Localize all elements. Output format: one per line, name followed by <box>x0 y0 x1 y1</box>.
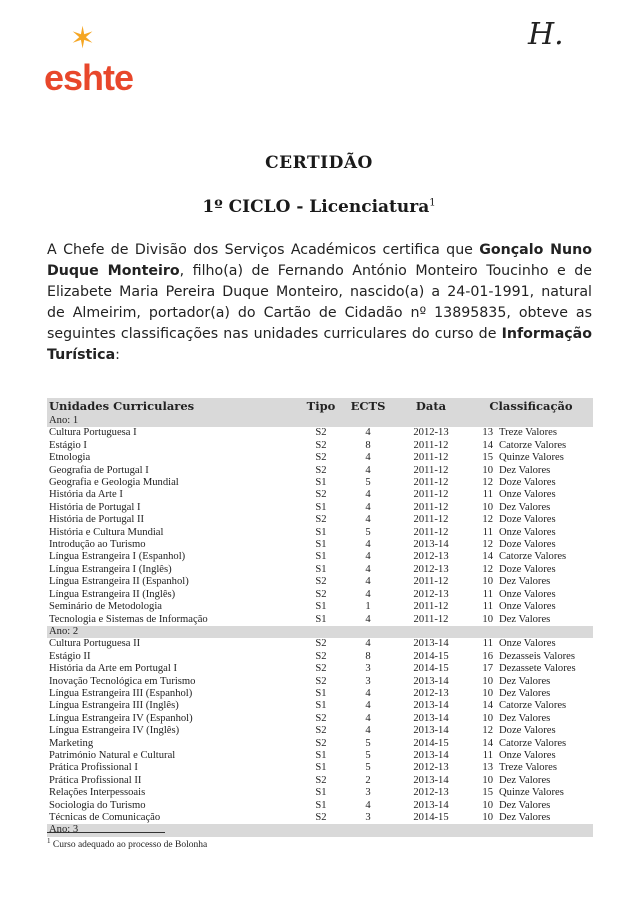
cell-grade-text: Onze Valores <box>499 601 556 613</box>
cell-tipo: S1 <box>315 563 327 575</box>
cell-tipo: S2 <box>315 588 327 600</box>
cell-ects: 2 <box>365 774 371 786</box>
cell-grade-number: 13 <box>482 427 493 439</box>
table-row <box>47 502 593 514</box>
table-row <box>47 489 593 501</box>
cell-data: 2013-14 <box>413 725 449 737</box>
cell-grade-text: Doze Valores <box>499 514 556 526</box>
cell-uc: Geografia e Geologia Mundial <box>49 477 179 489</box>
cell-ects: 8 <box>365 650 371 662</box>
cell-grade-number: 10 <box>482 687 493 699</box>
cell-grade-text: Catorze Valores <box>499 439 567 451</box>
cell-ects: 5 <box>365 526 371 538</box>
cell-grade-text: Doze Valores <box>499 563 556 575</box>
course-name: Informação Turística <box>47 326 592 363</box>
cell-grade-text: Treze Valores <box>499 427 557 439</box>
cell-grade-number: 10 <box>482 576 493 588</box>
cell-tipo: S2 <box>315 427 327 439</box>
table-row <box>47 787 593 799</box>
cell-ects: 4 <box>365 687 371 699</box>
cell-tipo: S2 <box>315 638 327 650</box>
cell-tipo: S1 <box>315 799 327 811</box>
grades-table <box>47 398 593 837</box>
cell-grade-number: 13 <box>482 762 493 774</box>
cell-grade-number: 14 <box>482 737 493 749</box>
cell-uc: Património Natural e Cultural <box>49 749 176 761</box>
header-data: Data <box>393 398 469 415</box>
table-row <box>47 688 593 700</box>
cell-ects: 8 <box>365 439 371 451</box>
cell-data: 2014-15 <box>413 737 449 749</box>
table-row <box>47 800 593 812</box>
table-row <box>47 700 593 712</box>
table-row <box>47 738 593 750</box>
cell-uc: Tecnologia e Sistemas de Informação <box>49 613 208 625</box>
cell-data: 2011-12 <box>413 613 449 625</box>
cell-ects: 3 <box>365 812 371 823</box>
cell-data: 2011-12 <box>413 601 449 613</box>
cell-grade-number: 12 <box>482 725 493 737</box>
table-row <box>47 638 593 650</box>
cell-grade-text: Onze Valores <box>499 526 556 538</box>
cell-ects: 4 <box>365 427 371 439</box>
cell-data: 2012-13 <box>413 762 449 774</box>
cell-grade-number: 15 <box>482 787 493 799</box>
cell-data: 2013-14 <box>413 638 449 650</box>
grades-body <box>47 415 593 837</box>
cell-uc: Prática Profissional I <box>49 762 138 774</box>
year-label: Ano: 3 <box>47 824 593 836</box>
table-row <box>47 762 593 774</box>
cell-uc: Prática Profissional II <box>49 774 142 786</box>
eshte-logo <box>42 21 152 104</box>
year-row <box>47 824 593 836</box>
cell-grade-number: 12 <box>482 514 493 526</box>
cell-data: 2014-15 <box>413 812 449 823</box>
cell-tipo: S1 <box>315 762 327 774</box>
cell-uc: História da Arte em Portugal I <box>49 663 177 675</box>
cell-grade-number: 11 <box>482 601 493 613</box>
cell-ects: 3 <box>365 675 371 687</box>
cell-data: 2013-14 <box>413 799 449 811</box>
table-row <box>47 452 593 464</box>
table-row <box>47 601 593 613</box>
intro-part-2: , filho(a) de Fernando António Monteiro Toucinho e de Elizabete Maria Pereira Duque Monteiro, nascido(a) a 24-01-1991, natural de Almeirim, portador(a) do Cartão de Cidadão nº 13895835, obteve as seguintes classificações nas unidades curriculares do curso de <box>47 263 592 342</box>
cell-data: 2012-13 <box>413 551 449 563</box>
cell-grade-text: Dez Valores <box>499 812 551 823</box>
cell-data: 2013-14 <box>413 774 449 786</box>
cell-grade-number: 10 <box>482 799 493 811</box>
cell-data: 2014-15 <box>413 650 449 662</box>
cell-data: 2011-12 <box>413 576 449 588</box>
cell-ects: 4 <box>365 539 371 551</box>
cell-data: 2012-13 <box>413 563 449 575</box>
cell-grade-number: 10 <box>482 675 493 687</box>
cell-grade-number: 14 <box>482 700 493 712</box>
year-row <box>47 626 593 638</box>
cell-ects: 4 <box>365 588 371 600</box>
cell-uc: Língua Estrangeira III (Inglês) <box>49 700 179 712</box>
cell-data: 2014-15 <box>413 663 449 675</box>
cell-tipo: S2 <box>315 737 327 749</box>
cell-uc: Inovação Tecnológica em Turismo <box>49 675 196 687</box>
cell-grade-text: Dez Valores <box>499 687 551 699</box>
cell-tipo: S1 <box>315 687 327 699</box>
cell-data: 2011-12 <box>413 439 449 451</box>
intro-part-3: : <box>115 347 120 363</box>
cell-grade-text: Treze Valores <box>499 762 557 774</box>
cell-grade-number: 16 <box>482 650 493 662</box>
cell-grade-text: Catorze Valores <box>499 551 567 563</box>
cell-grade-text: Quinze Valores <box>499 452 564 464</box>
cell-data: 2011-12 <box>413 477 449 489</box>
cell-uc: Língua Estrangeira II (Inglês) <box>49 588 176 600</box>
table-row <box>47 514 593 526</box>
cell-ects: 5 <box>365 737 371 749</box>
cell-data: 2011-12 <box>413 489 449 501</box>
cell-ects: 4 <box>365 725 371 737</box>
footnote-divider <box>47 832 165 833</box>
cell-grade-text: Dez Valores <box>499 464 551 476</box>
cell-ects: 4 <box>365 638 371 650</box>
cell-tipo: S2 <box>315 439 327 451</box>
cell-grade-text: Dez Valores <box>499 501 551 513</box>
cell-ects: 5 <box>365 749 371 761</box>
table-row <box>47 651 593 663</box>
cell-uc: História e Cultura Mundial <box>49 526 164 538</box>
cell-grade-text: Doze Valores <box>499 477 556 489</box>
cell-uc: Língua Estrangeira IV (Inglês) <box>49 725 180 737</box>
cell-tipo: S1 <box>315 700 327 712</box>
cell-ects: 3 <box>365 787 371 799</box>
cell-tipo: S1 <box>315 601 327 613</box>
cell-uc: Cultura Portuguesa I <box>49 427 137 439</box>
table-row <box>47 576 593 588</box>
year-label: Ano: 1 <box>47 415 593 427</box>
cell-grade-text: Doze Valores <box>499 539 556 551</box>
cell-grade-text: Dez Valores <box>499 712 551 724</box>
cell-grade-number: 14 <box>482 439 493 451</box>
cell-tipo: S2 <box>315 576 327 588</box>
cell-tipo: S1 <box>315 477 327 489</box>
cell-grade-number: 10 <box>482 613 493 625</box>
cell-grade-number: 12 <box>482 539 493 551</box>
table-row <box>47 676 593 688</box>
header-ects: ECTS <box>343 398 393 415</box>
cell-tipo: S2 <box>315 650 327 662</box>
cell-uc: Língua Estrangeira II (Espanhol) <box>49 576 189 588</box>
cell-tipo: S1 <box>315 749 327 761</box>
footnote <box>47 837 207 850</box>
table-header-row <box>47 398 593 415</box>
cell-grade-number: 12 <box>482 563 493 575</box>
document-subtitle <box>0 197 638 217</box>
cell-uc: Técnicas de Comunicação <box>49 812 161 823</box>
cell-tipo: S2 <box>315 663 327 675</box>
cell-grade-number: 10 <box>482 812 493 823</box>
handwritten-initials: H. <box>528 17 564 52</box>
cell-ects: 1 <box>365 601 371 613</box>
cell-ects: 3 <box>365 663 371 675</box>
cell-grade-text: Dez Valores <box>499 799 551 811</box>
cell-data: 2013-14 <box>413 700 449 712</box>
cell-uc: História da Arte I <box>49 489 123 501</box>
cell-data: 2011-12 <box>413 464 449 476</box>
intro-part-1: A Chefe de Divisão dos Serviços Académicos certifica que <box>47 242 480 258</box>
cell-grade-text: Dezassete Valores <box>499 663 576 675</box>
table-row <box>47 589 593 601</box>
cell-uc: Estágio I <box>49 439 87 451</box>
header-uc: Unidades Curriculares <box>47 398 299 415</box>
cell-grade-text: Dezasseis Valores <box>499 650 575 662</box>
header-classificacao: Classificação <box>469 398 593 415</box>
cell-data: 2012-13 <box>413 588 449 600</box>
header-tipo: Tipo <box>299 398 343 415</box>
cell-data: 2011-12 <box>413 501 449 513</box>
table-row <box>47 564 593 576</box>
table-row <box>47 427 593 439</box>
cell-uc: Língua Estrangeira III (Espanhol) <box>49 687 193 699</box>
cell-grade-text: Onze Valores <box>499 588 556 600</box>
cell-tipo: S2 <box>315 675 327 687</box>
cell-grade-text: Doze Valores <box>499 725 556 737</box>
table-row <box>47 440 593 452</box>
cell-uc: Estágio II <box>49 650 91 662</box>
cell-uc: Relações Interpessoais <box>49 787 146 799</box>
table-row <box>47 614 593 626</box>
cell-tipo: S2 <box>315 489 327 501</box>
cell-data: 2011-12 <box>413 452 449 464</box>
cell-tipo: S2 <box>315 712 327 724</box>
cell-uc: Seminário de Metodologia <box>49 601 162 613</box>
table-row <box>47 551 593 563</box>
cell-tipo: S1 <box>315 501 327 513</box>
cell-ects: 4 <box>365 501 371 513</box>
cell-grade-number: 10 <box>482 712 493 724</box>
cell-ects: 4 <box>365 551 371 563</box>
cell-grade-text: Quinze Valores <box>499 787 564 799</box>
cell-uc: Etnologia <box>49 452 91 464</box>
certification-paragraph <box>47 240 592 366</box>
cell-tipo: S2 <box>315 514 327 526</box>
cell-uc: Língua Estrangeira I (Espanhol) <box>49 551 186 563</box>
cell-tipo: S1 <box>315 526 327 538</box>
cell-tipo: S1 <box>315 787 327 799</box>
cell-uc: Língua Estrangeira I (Inglês) <box>49 563 172 575</box>
cell-ects: 4 <box>365 489 371 501</box>
table-row <box>47 477 593 489</box>
cell-ects: 4 <box>365 576 371 588</box>
table-row <box>47 725 593 737</box>
subtitle-footnote-ref: 1 <box>429 197 436 209</box>
cell-tipo: S1 <box>315 613 327 625</box>
cell-uc: Sociologia do Turismo <box>49 799 146 811</box>
cell-ects: 5 <box>365 762 371 774</box>
cell-ects: 5 <box>365 477 371 489</box>
cell-data: 2013-14 <box>413 675 449 687</box>
cell-data: 2013-14 <box>413 712 449 724</box>
cell-uc: História de Portugal II <box>49 514 145 526</box>
cell-tipo: S2 <box>315 464 327 476</box>
cell-data: 2013-14 <box>413 749 449 761</box>
year-row <box>47 415 593 427</box>
cell-tipo: S2 <box>315 725 327 737</box>
cell-grade-number: 17 <box>482 663 493 675</box>
cell-grade-text: Onze Valores <box>499 749 556 761</box>
cell-grade-text: Dez Valores <box>499 613 551 625</box>
cell-uc: Cultura Portuguesa II <box>49 638 141 650</box>
cell-data: 2012-13 <box>413 787 449 799</box>
cell-grade-text: Dez Valores <box>499 675 551 687</box>
table-row <box>47 775 593 787</box>
table-row <box>47 465 593 477</box>
subtitle-text: 1º CICLO - Licenciatura <box>202 197 430 217</box>
document-title: CERTIDÃO <box>265 153 373 173</box>
cell-data: 2012-13 <box>413 687 449 699</box>
cell-ects: 4 <box>365 514 371 526</box>
cell-grade-number: 12 <box>482 477 493 489</box>
cell-grade-text: Dez Valores <box>499 774 551 786</box>
cell-grade-number: 10 <box>482 501 493 513</box>
cell-grade-number: 11 <box>482 489 493 501</box>
cell-grade-number: 11 <box>482 526 493 538</box>
table-row <box>47 663 593 675</box>
cell-tipo: S2 <box>315 452 327 464</box>
table-row <box>47 713 593 725</box>
cell-grade-number: 14 <box>482 551 493 563</box>
cell-grade-number: 11 <box>482 638 493 650</box>
cell-grade-text: Onze Valores <box>499 489 556 501</box>
student-name: Gonçalo Nuno Duque Monteiro <box>47 242 592 279</box>
cell-ects: 4 <box>365 712 371 724</box>
cell-ects: 4 <box>365 799 371 811</box>
table-row <box>47 812 593 824</box>
cell-uc: Marketing <box>49 737 94 749</box>
cell-grade-number: 10 <box>482 464 493 476</box>
year-label: Ano: 2 <box>47 626 593 638</box>
cell-grade-text: Catorze Valores <box>499 700 567 712</box>
cell-uc: Geografia de Portugal I <box>49 464 149 476</box>
cell-uc: Língua Estrangeira IV (Espanhol) <box>49 712 193 724</box>
cell-ects: 4 <box>365 452 371 464</box>
table-row <box>47 527 593 539</box>
cell-grade-number: 11 <box>482 588 493 600</box>
cell-tipo: S2 <box>315 774 327 786</box>
cell-grade-number: 11 <box>482 749 493 761</box>
logo-star-icon: ✶ <box>70 21 96 56</box>
cell-ects: 4 <box>365 563 371 575</box>
cell-ects: 4 <box>365 613 371 625</box>
footnote-text: Curso adequado ao processo de Bolonha <box>52 840 208 851</box>
cell-data: 2011-12 <box>413 514 449 526</box>
cell-tipo: S1 <box>315 551 327 563</box>
table-row <box>47 750 593 762</box>
cell-tipo: S2 <box>315 812 327 823</box>
footnote-ref: 1 <box>47 837 51 845</box>
logo-wordmark: eshte <box>44 57 134 98</box>
cell-data: 2011-12 <box>413 526 449 538</box>
cell-uc: História de Portugal I <box>49 501 141 513</box>
cell-data: 2012-13 <box>413 427 449 439</box>
cell-grade-number: 10 <box>482 774 493 786</box>
cell-tipo: S1 <box>315 539 327 551</box>
cell-grade-text: Onze Valores <box>499 638 556 650</box>
cell-uc: Introdução ao Turismo <box>49 539 146 551</box>
cell-ects: 4 <box>365 464 371 476</box>
cell-grade-text: Dez Valores <box>499 576 551 588</box>
cell-data: 2013-14 <box>413 539 449 551</box>
cell-grade-number: 15 <box>482 452 493 464</box>
cell-ects: 4 <box>365 700 371 712</box>
cell-grade-text: Catorze Valores <box>499 737 567 749</box>
table-row <box>47 539 593 551</box>
